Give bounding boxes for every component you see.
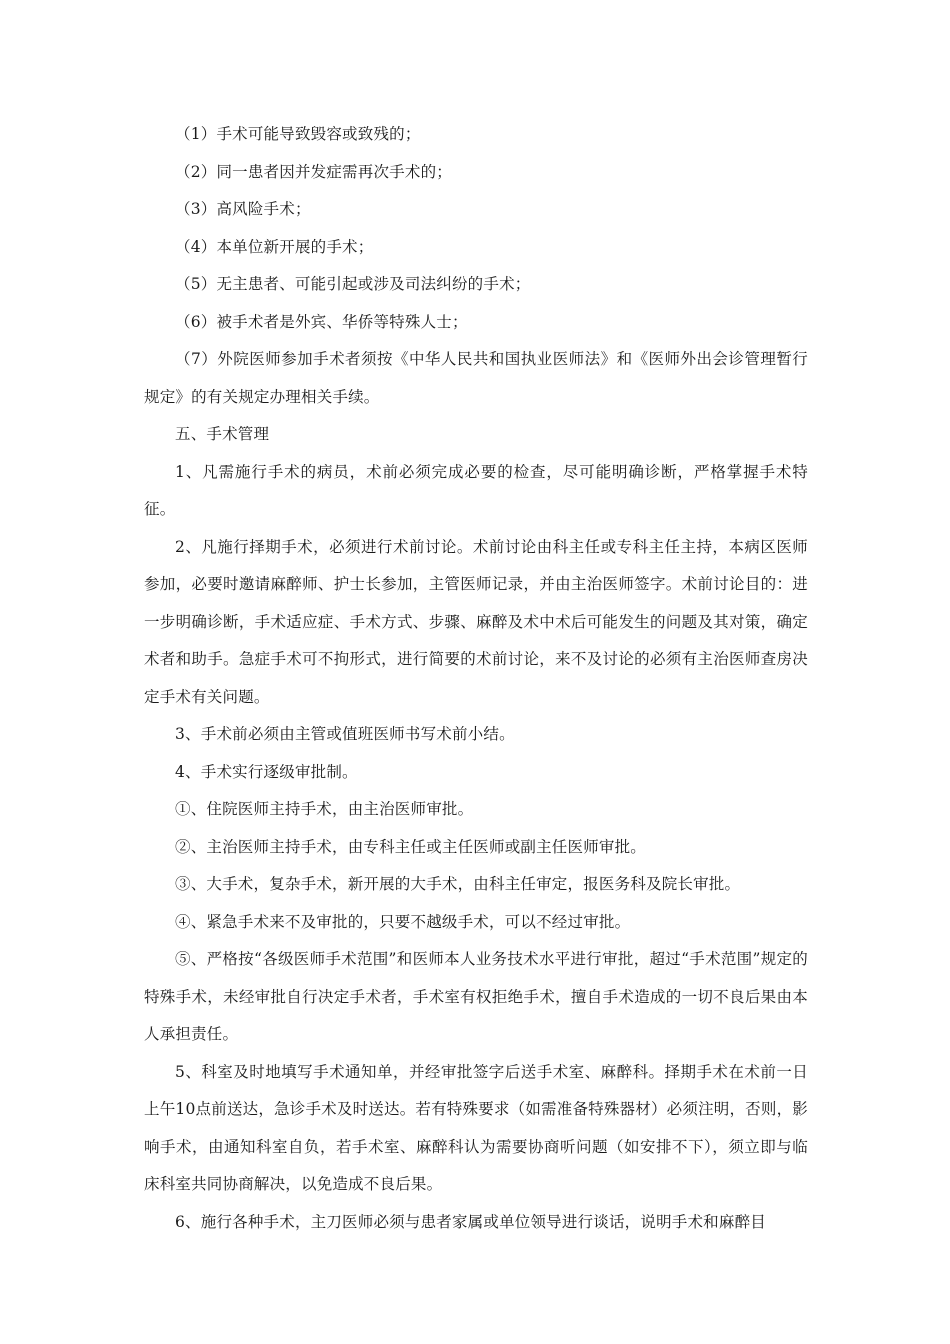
approval-item-5: ⑤、严格按“各级医师手术范围”和医师本人业务技术水平进行审批，超过“手术范围”规定的特殊手术，未经审批自行决定手术者，手术室有权拒绝手术，擅自手术造成的一切不良后果由本人承担责任。: [144, 950, 808, 1043]
section-heading: 五、手术管理: [175, 425, 270, 443]
list-item-6: （6）被手术者是外宾、华侨等特殊人士；: [175, 312, 468, 331]
list-item-7: （7）外院医师参加手术者须按《中华人民共和国执业医师法》和《医师外出会诊管理暂行规定》的有关规定办理相关手续。: [144, 350, 808, 406]
document-body: [144, 116, 808, 1241]
list-item-1: （1）手术可能导致毁容或致残的；: [175, 125, 421, 143]
approval-item-2: ②、主治医师主持手术，由专科主任或主任医师或副主任医师审批。: [175, 837, 647, 856]
approval-item-4: ④、紧急手术来不及审批的，只要不越级手术，可以不经过审批。: [175, 912, 631, 931]
rule-paragraph-6: 6、施行各种手术，主刀医师必须与患者家属或单位领导进行谈话，说明手术和麻醉目: [175, 1212, 766, 1231]
list-item-5: （5）无主患者、可能引起或涉及司法纠纷的手术；: [175, 275, 531, 293]
approval-item-3: ③、大手术，复杂手术，新开展的大手术，由科主任审定，报医务科及院长审批。: [175, 875, 741, 893]
list-item-3: （3）高风险手术；: [175, 200, 311, 218]
list-item-2: （2）同一患者因并发症需再次手术的；: [175, 162, 452, 181]
rule-paragraph-1: 1、凡需施行手术的病员，术前必须完成必要的检查，尽可能明确诊断，严格掌握手术特征。: [144, 462, 808, 518]
approval-item-1: ①、住院医师主持手术，由主治医师审批。: [175, 800, 474, 818]
list-item-4: （4）本单位新开展的手术；: [175, 237, 374, 256]
rule-paragraph-4: 4、手术实行逐级审批制。: [175, 762, 358, 781]
rule-paragraph-5: 5、科室及时地填写手术通知单，并经审批签字后送手术室、麻醉科。择期手术在术前一日上午10点前送达，急诊手术及时送达。若有特殊要求（如需准备特殊器材）必须注明，否则，影响手术，由通知科室自负，若手术室、麻醉科认为需要协商听问题（如安排不下），须立即与临床科室共同协商解决，以免造成不良后果。: [144, 1062, 808, 1193]
rule-paragraph-2: 2、凡施行择期手术，必须进行术前讨论。术前讨论由科主任或专科主任主持，本病区医师参加，必要时邀请麻醉师、护士长参加，主管医师记录，并由主治医师签字。术前讨论目的：进一步明确诊断，手术适应症、手术方式、步骤、麻醉及术中术后可能发生的问题及其对策，确定术者和助手。急症手术可不拘形式，进行简要的术前讨论，来不及讨论的必须有主治医师查房决定手术有关问题。: [144, 537, 808, 706]
rule-paragraph-3: 3、手术前必须由主管或值班医师书写术前小结。: [175, 725, 515, 743]
